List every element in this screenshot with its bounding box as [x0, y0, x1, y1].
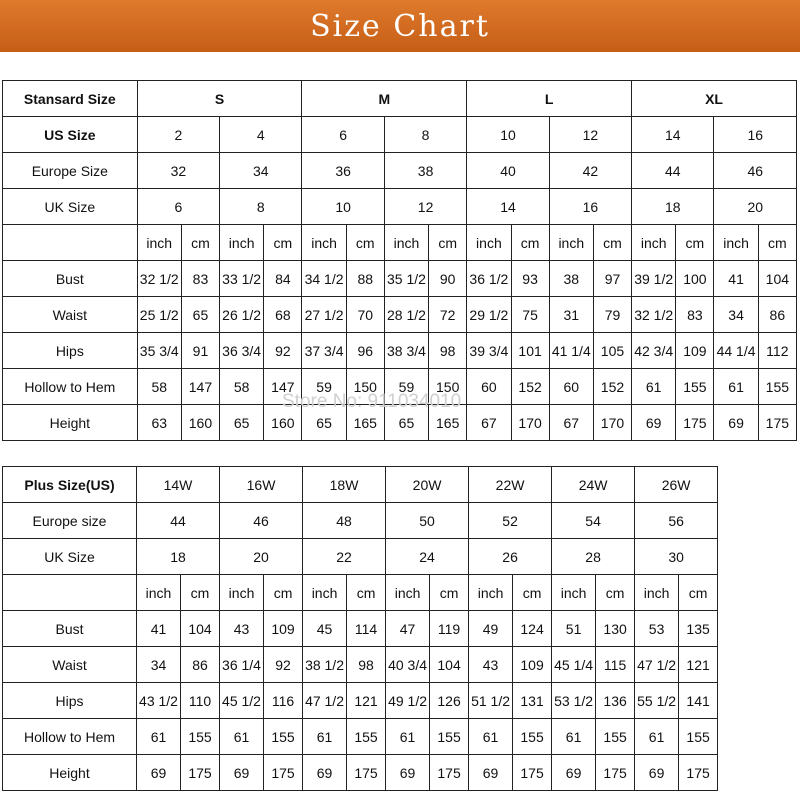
row-label: Waist	[3, 297, 138, 333]
unit-cell: cm	[430, 575, 469, 611]
value-cell: 33 1/2	[220, 261, 264, 297]
row-label: Hollow to Hem	[3, 719, 137, 755]
value-cell: 61	[632, 369, 676, 405]
size-cell: 46	[714, 153, 797, 189]
europe-size-row	[3, 153, 797, 189]
value-cell: 109	[676, 333, 714, 369]
value-cell: 92	[264, 333, 302, 369]
value-cell: 170	[593, 405, 631, 441]
row-label: Bust	[3, 261, 138, 297]
value-cell: 36 1/4	[220, 647, 264, 683]
value-cell: 175	[181, 755, 220, 791]
value-cell: 175	[430, 755, 469, 791]
unit-cell: inch	[549, 225, 593, 261]
size-cell: 20	[714, 189, 797, 225]
value-cell: 147	[181, 369, 219, 405]
size-cell: 30	[635, 539, 718, 575]
measurement-row	[3, 719, 718, 755]
row-label: Europe Size	[3, 153, 138, 189]
size-cell: 42	[549, 153, 631, 189]
value-cell: 155	[181, 719, 220, 755]
unit-cell: inch	[137, 575, 181, 611]
unit-cell: inch	[303, 575, 347, 611]
value-cell: 69	[635, 755, 679, 791]
value-cell: 131	[513, 683, 552, 719]
value-cell: 114	[347, 611, 386, 647]
size-cell: 56	[635, 503, 718, 539]
row-label: Stansard Size	[3, 81, 138, 117]
value-cell: 27 1/2	[302, 297, 346, 333]
row-label: UK Size	[3, 539, 137, 575]
size-header-cell: M	[302, 81, 467, 117]
size-cell: 40	[467, 153, 549, 189]
value-cell: 51 1/2	[469, 683, 513, 719]
size-cell: 38	[384, 153, 466, 189]
value-cell: 44 1/4	[714, 333, 758, 369]
value-cell: 155	[758, 369, 796, 405]
value-cell: 40 3/4	[386, 647, 430, 683]
value-cell: 109	[264, 611, 303, 647]
unit-cell: cm	[264, 575, 303, 611]
value-cell: 70	[346, 297, 384, 333]
unit-cell: inch	[137, 225, 181, 261]
value-cell: 104	[758, 261, 796, 297]
value-cell: 32 1/2	[137, 261, 181, 297]
value-cell: 104	[430, 647, 469, 683]
value-cell: 28 1/2	[384, 297, 428, 333]
value-cell: 126	[430, 683, 469, 719]
value-cell: 35 1/2	[384, 261, 428, 297]
value-cell: 67	[549, 405, 593, 441]
value-cell: 45 1/2	[220, 683, 264, 719]
value-cell: 61	[303, 719, 347, 755]
value-cell: 97	[593, 261, 631, 297]
value-cell: 49 1/2	[386, 683, 430, 719]
value-cell: 45 1/4	[552, 647, 596, 683]
unit-cell: cm	[596, 575, 635, 611]
uk-size-row	[3, 539, 718, 575]
value-cell: 37 3/4	[302, 333, 346, 369]
value-cell: 25 1/2	[137, 297, 181, 333]
value-cell: 130	[596, 611, 635, 647]
title-banner	[0, 0, 800, 52]
letter-size-row	[3, 81, 797, 117]
value-cell: 36 1/2	[467, 261, 511, 297]
size-cell: 4	[220, 117, 302, 153]
value-cell: 45	[303, 611, 347, 647]
measurement-row	[3, 647, 718, 683]
value-cell: 29 1/2	[467, 297, 511, 333]
value-cell: 155	[679, 719, 718, 755]
value-cell: 31	[549, 297, 593, 333]
size-header-cell: 24W	[552, 467, 635, 503]
size-cell: 22	[303, 539, 386, 575]
value-cell: 61	[552, 719, 596, 755]
unit-cell: cm	[511, 225, 549, 261]
value-cell: 38 1/2	[303, 647, 347, 683]
value-cell: 67	[467, 405, 511, 441]
measurement-row	[3, 611, 718, 647]
unit-cell: cm	[264, 225, 302, 261]
value-cell: 60	[467, 369, 511, 405]
size-cell: 14	[467, 189, 549, 225]
value-cell: 96	[346, 333, 384, 369]
size-cell: 18	[137, 539, 220, 575]
unit-cell: cm	[429, 225, 467, 261]
unit-cell: cm	[181, 575, 220, 611]
value-cell: 155	[430, 719, 469, 755]
value-cell: 124	[513, 611, 552, 647]
unit-cell: cm	[181, 225, 219, 261]
value-cell: 121	[347, 683, 386, 719]
measurement-row	[3, 369, 797, 405]
empty-cell	[3, 225, 138, 261]
value-cell: 141	[679, 683, 718, 719]
value-cell: 39 1/2	[632, 261, 676, 297]
value-cell: 65	[384, 405, 428, 441]
value-cell: 160	[181, 405, 219, 441]
empty-cell	[3, 575, 137, 611]
unit-cell: cm	[513, 575, 552, 611]
uk-size-row	[3, 189, 797, 225]
size-cell: 34	[220, 153, 302, 189]
value-cell: 150	[346, 369, 384, 405]
size-cell: 10	[302, 189, 384, 225]
value-cell: 69	[220, 755, 264, 791]
size-cell: 32	[137, 153, 219, 189]
size-cell: 14	[632, 117, 714, 153]
value-cell: 101	[511, 333, 549, 369]
us-size-row	[3, 117, 797, 153]
value-cell: 90	[429, 261, 467, 297]
value-cell: 63	[137, 405, 181, 441]
value-cell: 55 1/2	[635, 683, 679, 719]
size-header-cell: L	[467, 81, 632, 117]
value-cell: 69	[552, 755, 596, 791]
value-cell: 65	[220, 405, 264, 441]
unit-cell: inch	[386, 575, 430, 611]
value-cell: 152	[511, 369, 549, 405]
size-header-cell: 14W	[137, 467, 220, 503]
value-cell: 175	[347, 755, 386, 791]
value-cell: 136	[596, 683, 635, 719]
unit-cell: inch	[302, 225, 346, 261]
value-cell: 147	[264, 369, 302, 405]
value-cell: 155	[347, 719, 386, 755]
measurement-row	[3, 405, 797, 441]
value-cell: 170	[511, 405, 549, 441]
value-cell: 65	[181, 297, 219, 333]
value-cell: 42 3/4	[632, 333, 676, 369]
row-label: Hips	[3, 683, 137, 719]
size-cell: 48	[303, 503, 386, 539]
row-label: UK Size	[3, 189, 138, 225]
measurement-row	[3, 333, 797, 369]
value-cell: 165	[346, 405, 384, 441]
value-cell: 98	[429, 333, 467, 369]
value-cell: 34	[714, 297, 758, 333]
value-cell: 155	[264, 719, 303, 755]
unit-cell: cm	[676, 225, 714, 261]
size-cell: 6	[302, 117, 384, 153]
row-label: Bust	[3, 611, 137, 647]
value-cell: 150	[429, 369, 467, 405]
value-cell: 39 3/4	[467, 333, 511, 369]
europe-size-row	[3, 503, 718, 539]
value-cell: 61	[137, 719, 181, 755]
value-cell: 160	[264, 405, 302, 441]
value-cell: 69	[137, 755, 181, 791]
value-cell: 61	[714, 369, 758, 405]
value-cell: 59	[302, 369, 346, 405]
value-cell: 68	[264, 297, 302, 333]
size-cell: 18	[632, 189, 714, 225]
value-cell: 38 3/4	[384, 333, 428, 369]
size-header-cell: 18W	[303, 467, 386, 503]
value-cell: 34 1/2	[302, 261, 346, 297]
size-cell: 46	[220, 503, 303, 539]
value-cell: 119	[430, 611, 469, 647]
value-cell: 83	[676, 297, 714, 333]
value-cell: 65	[302, 405, 346, 441]
value-cell: 47	[386, 611, 430, 647]
value-cell: 98	[347, 647, 386, 683]
unit-row	[3, 575, 718, 611]
size-cell: 8	[384, 117, 466, 153]
measurement-row	[3, 683, 718, 719]
unit-cell: cm	[593, 225, 631, 261]
value-cell: 41 1/4	[549, 333, 593, 369]
value-cell: 69	[303, 755, 347, 791]
value-cell: 121	[679, 647, 718, 683]
row-label: US Size	[3, 117, 138, 153]
value-cell: 69	[386, 755, 430, 791]
measurement-row	[3, 755, 718, 791]
value-cell: 105	[593, 333, 631, 369]
size-cell: 12	[549, 117, 631, 153]
value-cell: 58	[220, 369, 264, 405]
value-cell: 26 1/2	[220, 297, 264, 333]
unit-cell: inch	[220, 225, 264, 261]
size-header-cell: 16W	[220, 467, 303, 503]
size-cell: 10	[467, 117, 549, 153]
plus-size-table	[2, 466, 718, 791]
value-cell: 175	[596, 755, 635, 791]
value-cell: 34	[137, 647, 181, 683]
unit-cell: cm	[679, 575, 718, 611]
size-cell: 50	[386, 503, 469, 539]
size-cell: 36	[302, 153, 384, 189]
value-cell: 59	[384, 369, 428, 405]
value-cell: 175	[679, 755, 718, 791]
value-cell: 53 1/2	[552, 683, 596, 719]
value-cell: 36 3/4	[220, 333, 264, 369]
size-cell: 44	[632, 153, 714, 189]
size-header-cell: S	[137, 81, 302, 117]
value-cell: 175	[264, 755, 303, 791]
size-cell: 44	[137, 503, 220, 539]
size-cell: 2	[137, 117, 219, 153]
size-cell: 54	[552, 503, 635, 539]
row-label: Height	[3, 755, 137, 791]
value-cell: 155	[596, 719, 635, 755]
unit-cell: inch	[552, 575, 596, 611]
size-cell: 28	[552, 539, 635, 575]
size-cell: 8	[220, 189, 302, 225]
value-cell: 83	[181, 261, 219, 297]
value-cell: 43	[220, 611, 264, 647]
value-cell: 116	[264, 683, 303, 719]
value-cell: 175	[513, 755, 552, 791]
value-cell: 53	[635, 611, 679, 647]
value-cell: 61	[635, 719, 679, 755]
value-cell: 51	[552, 611, 596, 647]
value-cell: 115	[596, 647, 635, 683]
value-cell: 61	[469, 719, 513, 755]
size-header-cell: 20W	[386, 467, 469, 503]
value-cell: 79	[593, 297, 631, 333]
value-cell: 155	[676, 369, 714, 405]
value-cell: 61	[220, 719, 264, 755]
plus-size-header-row	[3, 467, 718, 503]
measurement-row	[3, 297, 797, 333]
unit-cell: cm	[758, 225, 796, 261]
size-cell: 26	[469, 539, 552, 575]
value-cell: 175	[758, 405, 796, 441]
value-cell: 75	[511, 297, 549, 333]
value-cell: 69	[714, 405, 758, 441]
value-cell: 84	[264, 261, 302, 297]
value-cell: 43	[469, 647, 513, 683]
value-cell: 58	[137, 369, 181, 405]
value-cell: 175	[676, 405, 714, 441]
row-label: Waist	[3, 647, 137, 683]
value-cell: 110	[181, 683, 220, 719]
value-cell: 88	[346, 261, 384, 297]
value-cell: 112	[758, 333, 796, 369]
value-cell: 41	[714, 261, 758, 297]
value-cell: 86	[181, 647, 220, 683]
value-cell: 93	[511, 261, 549, 297]
size-cell: 16	[549, 189, 631, 225]
size-cell: 16	[714, 117, 797, 153]
value-cell: 61	[386, 719, 430, 755]
value-cell: 135	[679, 611, 718, 647]
value-cell: 41	[137, 611, 181, 647]
value-cell: 43 1/2	[137, 683, 181, 719]
value-cell: 155	[513, 719, 552, 755]
value-cell: 32 1/2	[632, 297, 676, 333]
unit-cell: inch	[467, 225, 511, 261]
value-cell: 72	[429, 297, 467, 333]
page-title: Size Chart	[310, 8, 490, 44]
row-label: Hollow to Hem	[3, 369, 138, 405]
value-cell: 86	[758, 297, 796, 333]
size-cell: 52	[469, 503, 552, 539]
unit-cell: cm	[347, 575, 386, 611]
value-cell: 47 1/2	[635, 647, 679, 683]
unit-row	[3, 225, 797, 261]
value-cell: 38	[549, 261, 593, 297]
size-cell: 24	[386, 539, 469, 575]
size-header-cell: 22W	[469, 467, 552, 503]
value-cell: 60	[549, 369, 593, 405]
value-cell: 100	[676, 261, 714, 297]
value-cell: 104	[181, 611, 220, 647]
size-header-cell: 26W	[635, 467, 718, 503]
unit-cell: inch	[635, 575, 679, 611]
size-header-cell: XL	[632, 81, 797, 117]
value-cell: 152	[593, 369, 631, 405]
value-cell: 109	[513, 647, 552, 683]
value-cell: 35 3/4	[137, 333, 181, 369]
value-cell: 69	[469, 755, 513, 791]
value-cell: 165	[429, 405, 467, 441]
size-cell: 20	[220, 539, 303, 575]
unit-cell: inch	[220, 575, 264, 611]
value-cell: 92	[264, 647, 303, 683]
store-watermark: Store No: 911034010	[282, 391, 462, 412]
value-cell: 69	[632, 405, 676, 441]
value-cell: 91	[181, 333, 219, 369]
row-label: Hips	[3, 333, 138, 369]
row-label: Europe size	[3, 503, 137, 539]
row-label: Height	[3, 405, 138, 441]
row-label: Plus Size(US)	[3, 467, 137, 503]
standard-size-table	[2, 80, 797, 441]
unit-cell: cm	[346, 225, 384, 261]
value-cell: 49	[469, 611, 513, 647]
measurement-row	[3, 261, 797, 297]
unit-cell: inch	[714, 225, 758, 261]
size-cell: 12	[384, 189, 466, 225]
size-cell: 6	[137, 189, 219, 225]
value-cell: 47 1/2	[303, 683, 347, 719]
unit-cell: inch	[632, 225, 676, 261]
unit-cell: inch	[469, 575, 513, 611]
unit-cell: inch	[384, 225, 428, 261]
